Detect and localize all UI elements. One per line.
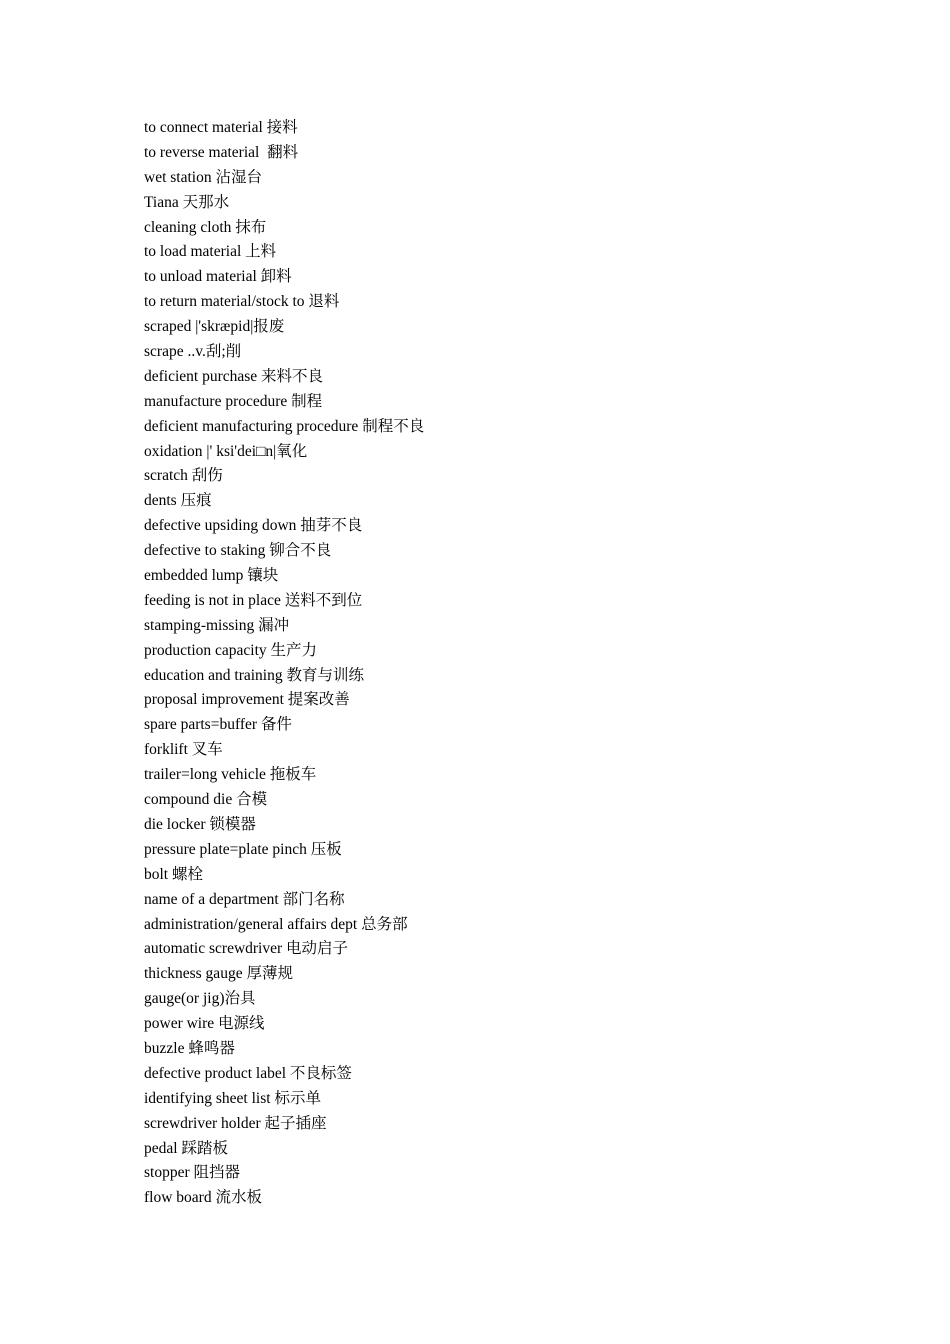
glossary-entry: Tiana 天那水	[144, 193, 230, 211]
glossary-entry: pedal 踩踏板	[144, 1139, 228, 1157]
glossary-entry: manufacture procedure 制程	[144, 392, 323, 410]
glossary-entry: to load material 上料	[144, 243, 277, 261]
glossary-entry: wet station 沾湿台	[144, 168, 262, 186]
glossary-entry: scraped |'skræpid|报废	[144, 318, 285, 336]
glossary-entry: trailer=long vehicle 拖板车	[144, 766, 317, 784]
glossary-entry: identifying sheet list 标示单	[144, 1089, 321, 1107]
glossary-entry: thickness gauge 厚薄规	[144, 965, 293, 983]
glossary-entry: name of a department 部门名称	[144, 890, 345, 908]
glossary-entry: to connect material 接料	[144, 119, 298, 136]
glossary-entry: bolt 螺栓	[144, 865, 203, 883]
glossary-entry: spare parts=buffer 备件	[144, 716, 292, 734]
glossary-entry: defective upsiding down 抽芽不良	[144, 517, 363, 535]
glossary-entry: automatic screwdriver 电动启子	[144, 940, 349, 958]
glossary-entry: embedded lump 镶块	[144, 567, 279, 585]
glossary-entry: scratch 刮伤	[144, 467, 223, 485]
glossary-entry: to reverse material 翻料	[144, 143, 299, 161]
glossary-list	[144, 116, 424, 1211]
glossary-entry: deficient manufacturing procedure 制程不良	[144, 417, 425, 435]
glossary-entry: proposal improvement 提案改善	[144, 691, 350, 709]
glossary-entry: feeding is not in place 送料不到位	[144, 591, 363, 609]
glossary-entry: oxidation |' ksi'dei□n|氧化	[144, 442, 308, 460]
glossary-entry: to unload material 卸料	[144, 268, 292, 286]
glossary-entry: gauge(or jig)治具	[144, 990, 256, 1008]
glossary-entry: buzzle 蜂鸣器	[144, 1039, 235, 1057]
glossary-entry: administration/general affairs dept 总务部	[144, 915, 408, 933]
glossary-entry: to return material/stock to 退料	[144, 293, 340, 311]
glossary-entry: forklift 叉车	[144, 741, 223, 759]
glossary-entry: deficient purchase 来料不良	[144, 367, 324, 385]
glossary-entry: defective to staking 铆合不良	[144, 542, 332, 560]
glossary-entry: power wire 电源线	[144, 1015, 265, 1033]
glossary-entry: defective product label 不良标签	[144, 1064, 352, 1082]
glossary-entry: dents 压痕	[144, 492, 212, 510]
glossary-entry: die locker 锁模器	[144, 815, 256, 833]
glossary-entry: stopper 阻挡器	[144, 1164, 241, 1182]
glossary-entry: cleaning cloth 抹布	[144, 218, 267, 236]
glossary-entry: compound die 合模	[144, 791, 268, 809]
glossary-entry: flow board 流水板	[144, 1189, 262, 1207]
glossary-entry: pressure plate=plate pinch 压板	[144, 840, 342, 858]
glossary-entry: scrape ..v.刮;削	[144, 343, 242, 361]
glossary-entry: stamping-missing 漏冲	[144, 616, 290, 634]
glossary-entry: screwdriver holder 起子插座	[144, 1114, 327, 1132]
glossary-entry: education and training 教育与训练	[144, 666, 364, 684]
glossary-entry: production capacity 生产力	[144, 641, 318, 659]
